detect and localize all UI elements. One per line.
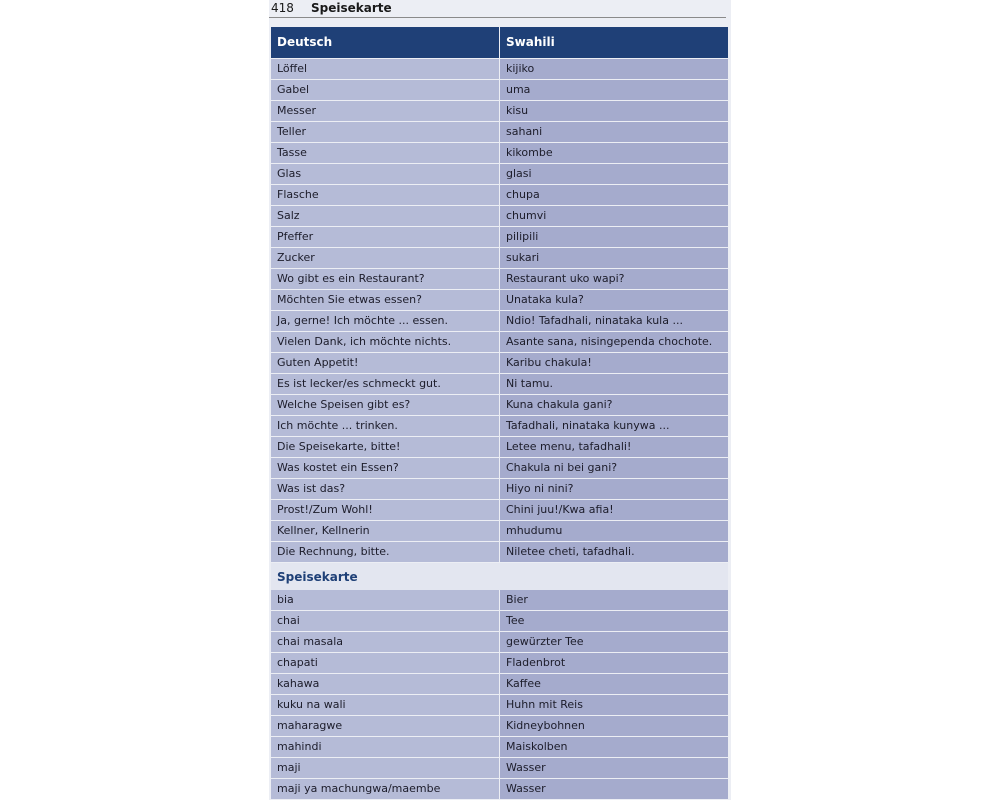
cell-deutsch: Ich möchte ... trinken.	[271, 416, 499, 436]
cell-swahili: Wasser	[499, 758, 728, 778]
cell-deutsch: Die Rechnung, bitte.	[271, 542, 499, 562]
cell-swahili: Kidneybohnen	[499, 716, 728, 736]
cell-deutsch: Flasche	[271, 185, 499, 205]
table-row	[271, 458, 728, 479]
cell-deutsch: Möchten Sie etwas essen?	[271, 290, 499, 310]
cell-deutsch: Prost!/Zum Wohl!	[271, 500, 499, 520]
cell-swahili: Wasser	[499, 779, 728, 799]
table-header	[271, 27, 728, 59]
cell-swahili: glasi	[499, 164, 728, 184]
cell-deutsch: maji ya machungwa/maembe	[271, 779, 499, 799]
cell-deutsch: chapati	[271, 653, 499, 673]
cell-swahili: Kaffee	[499, 674, 728, 694]
table-row	[271, 101, 728, 122]
cell-deutsch: Welche Speisen gibt es?	[271, 395, 499, 415]
cell-deutsch: Ja, gerne! Ich möchte ... essen.	[271, 311, 499, 331]
cell-deutsch: Guten Appetit!	[271, 353, 499, 373]
cell-swahili: Fladenbrot	[499, 653, 728, 673]
book-page	[269, 0, 731, 800]
table-row	[271, 311, 728, 332]
table-row	[271, 269, 728, 290]
menu-row	[271, 758, 728, 779]
table-row	[271, 164, 728, 185]
cell-swahili: kijiko	[499, 59, 728, 79]
cell-swahili: Asante sana, nisingependa chochote.	[499, 332, 728, 352]
cell-deutsch: Glas	[271, 164, 499, 184]
table-row	[271, 290, 728, 311]
cell-swahili: sahani	[499, 122, 728, 142]
phrase-table	[271, 27, 728, 800]
cell-deutsch: Was kostet ein Essen?	[271, 458, 499, 478]
cell-swahili: Restaurant uko wapi?	[499, 269, 728, 289]
table-row	[271, 143, 728, 164]
table-row	[271, 437, 728, 458]
cell-deutsch: kahawa	[271, 674, 499, 694]
cell-swahili: gewürzter Tee	[499, 632, 728, 652]
table-row	[271, 80, 728, 101]
running-head	[269, 0, 726, 18]
table-row	[271, 374, 728, 395]
cell-swahili: Letee menu, tafadhali!	[499, 437, 728, 457]
running-title: Speisekarte	[311, 1, 392, 15]
cell-deutsch: Messer	[271, 101, 499, 121]
table-row	[271, 395, 728, 416]
cell-swahili: Bier	[499, 590, 728, 610]
cell-deutsch: mahindi	[271, 737, 499, 757]
table-row	[271, 353, 728, 374]
cell-swahili: Karibu chakula!	[499, 353, 728, 373]
cell-deutsch: bia	[271, 590, 499, 610]
cell-deutsch: Was ist das?	[271, 479, 499, 499]
header-deutsch: Deutsch	[277, 35, 333, 49]
cell-swahili: kisu	[499, 101, 728, 121]
menu-row	[271, 695, 728, 716]
cell-swahili: Maiskolben	[499, 737, 728, 757]
table-row	[271, 248, 728, 269]
cell-deutsch: chai masala	[271, 632, 499, 652]
table-row	[271, 416, 728, 437]
cell-swahili: chupa	[499, 185, 728, 205]
cell-swahili: Kuna chakula gani?	[499, 395, 728, 415]
menu-rows	[271, 590, 728, 800]
cell-swahili: Tee	[499, 611, 728, 631]
cell-swahili: Ndio! Tafadhali, ninataka kula ...	[499, 311, 728, 331]
cell-swahili: Huhn mit Reis	[499, 695, 728, 715]
table-row	[271, 227, 728, 248]
table-row	[271, 122, 728, 143]
cell-deutsch: Löffel	[271, 59, 499, 79]
menu-row	[271, 674, 728, 695]
cell-swahili: mhudumu	[499, 521, 728, 541]
cell-deutsch: kuku na wali	[271, 695, 499, 715]
cell-deutsch: Teller	[271, 122, 499, 142]
table-row	[271, 500, 728, 521]
cell-deutsch: Vielen Dank, ich möchte nichts.	[271, 332, 499, 352]
cell-swahili: chumvi	[499, 206, 728, 226]
menu-row	[271, 779, 728, 800]
header-swahili: Swahili	[499, 27, 728, 58]
cell-swahili: Chakula ni bei gani?	[499, 458, 728, 478]
cell-deutsch: Pfeffer	[271, 227, 499, 247]
cell-swahili: sukari	[499, 248, 728, 268]
cell-deutsch: Salz	[271, 206, 499, 226]
cell-swahili: Niletee cheti, tafadhali.	[499, 542, 728, 562]
cell-deutsch: Tasse	[271, 143, 499, 163]
cell-deutsch: Die Speisekarte, bitte!	[271, 437, 499, 457]
menu-row	[271, 611, 728, 632]
table-row	[271, 521, 728, 542]
table-row	[271, 59, 728, 80]
cell-deutsch: Kellner, Kellnerin	[271, 521, 499, 541]
table-row	[271, 479, 728, 500]
cell-swahili: uma	[499, 80, 728, 100]
cell-deutsch: Zucker	[271, 248, 499, 268]
menu-row	[271, 737, 728, 758]
cell-swahili: Tafadhali, ninataka kunywa ...	[499, 416, 728, 436]
menu-row	[271, 590, 728, 611]
cell-deutsch: Es ist lecker/es schmeckt gut.	[271, 374, 499, 394]
table-row	[271, 185, 728, 206]
page-number: 418	[271, 1, 294, 15]
table-row	[271, 206, 728, 227]
menu-row	[271, 632, 728, 653]
cell-swahili: Ni tamu.	[499, 374, 728, 394]
cell-swahili: pilipili	[499, 227, 728, 247]
menu-row	[271, 653, 728, 674]
menu-row	[271, 716, 728, 737]
cell-swahili: Hiyo ni nini?	[499, 479, 728, 499]
table-row	[271, 332, 728, 353]
cell-swahili: kikombe	[499, 143, 728, 163]
section-title: Speisekarte	[271, 563, 728, 590]
cell-deutsch: maji	[271, 758, 499, 778]
phrase-rows	[271, 59, 728, 563]
cell-swahili: Unataka kula?	[499, 290, 728, 310]
cell-swahili: Chini juu!/Kwa afia!	[499, 500, 728, 520]
cell-deutsch: chai	[271, 611, 499, 631]
table-row	[271, 542, 728, 563]
cell-deutsch: maharagwe	[271, 716, 499, 736]
cell-deutsch: Wo gibt es ein Restaurant?	[271, 269, 499, 289]
cell-deutsch: Gabel	[271, 80, 499, 100]
